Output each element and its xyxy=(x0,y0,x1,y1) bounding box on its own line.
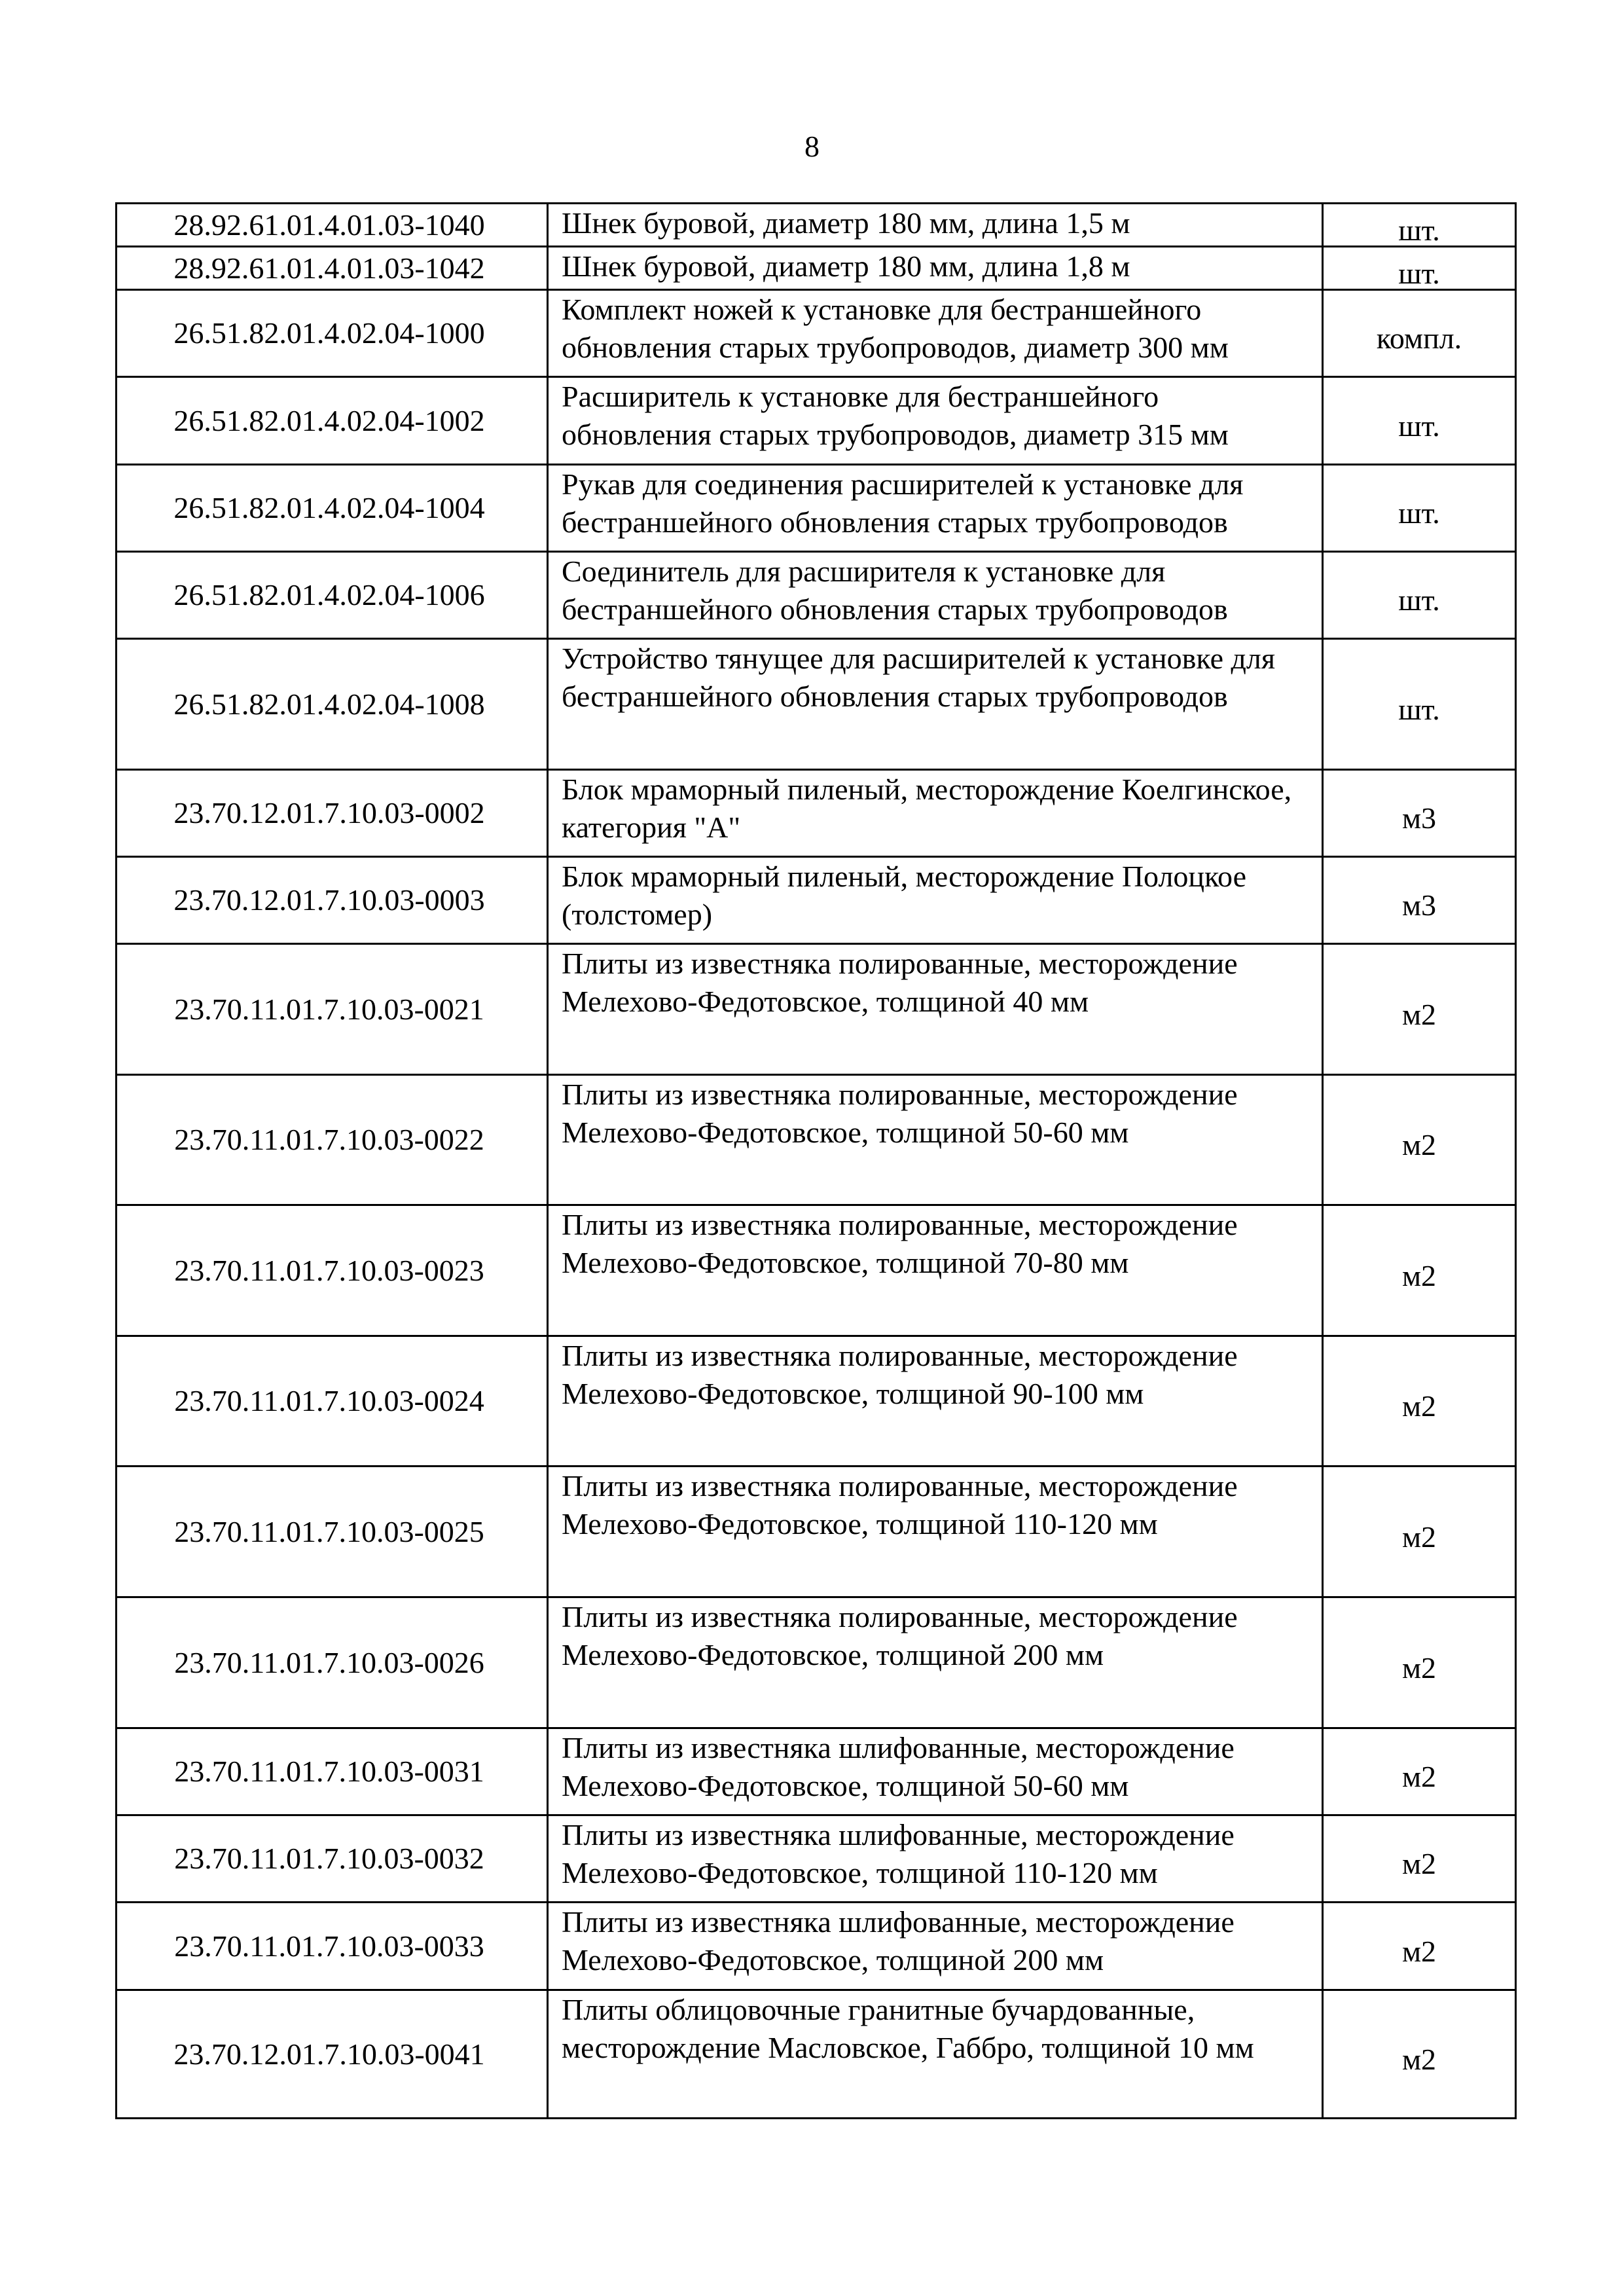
row-unit: м2 xyxy=(1323,1990,1516,2119)
row-unit: шт. xyxy=(1323,204,1516,247)
table-row xyxy=(117,377,1516,465)
row-code: 23.70.11.01.7.10.03-0025 xyxy=(117,1467,548,1597)
row-unit: м2 xyxy=(1323,1597,1516,1728)
row-code: 28.92.61.01.4.01.03-1040 xyxy=(117,204,548,247)
row-code: 26.51.82.01.4.02.04-1002 xyxy=(117,377,548,465)
row-name: Рукав для соединения расширителей к установке для бестраншейного обновления старых трубопроводов xyxy=(548,465,1323,552)
table-row xyxy=(117,290,1516,377)
row-name: Шнек буровой, диаметр 180 мм, длина 1,8 м xyxy=(548,247,1323,290)
row-unit: м2 xyxy=(1323,1903,1516,1990)
row-name: Плиты из известняка шлифованные, месторождение Мелехово-Федотовское, толщиной 110-120 мм xyxy=(548,1815,1323,1903)
row-name: Шнек буровой, диаметр 180 мм, длина 1,5 м xyxy=(548,204,1323,247)
row-name: Блок мраморный пиленый, месторождение Полоцкое (толстомер) xyxy=(548,857,1323,944)
row-code: 23.70.11.01.7.10.03-0026 xyxy=(117,1597,548,1728)
row-unit: м3 xyxy=(1323,857,1516,944)
row-code: 23.70.12.01.7.10.03-0002 xyxy=(117,770,548,857)
row-unit: м2 xyxy=(1323,1728,1516,1815)
row-name: Устройство тянущее для расширителей к установке для бестраншейного обновления старых трубопроводов xyxy=(548,639,1323,770)
row-unit: м2 xyxy=(1323,1075,1516,1205)
row-code: 23.70.11.01.7.10.03-0022 xyxy=(117,1075,548,1205)
row-code: 23.70.11.01.7.10.03-0033 xyxy=(117,1903,548,1990)
table-row xyxy=(117,552,1516,639)
table-row xyxy=(117,1336,1516,1467)
table-row xyxy=(117,639,1516,770)
row-unit: шт. xyxy=(1323,552,1516,639)
row-name: Плиты из известняка полированные, месторождение Мелехово-Федотовское, толщиной 90-100 мм xyxy=(548,1336,1323,1467)
row-code: 23.70.11.01.7.10.03-0023 xyxy=(117,1205,548,1336)
row-unit: шт. xyxy=(1323,465,1516,552)
row-code: 26.51.82.01.4.02.04-1008 xyxy=(117,639,548,770)
row-unit: м2 xyxy=(1323,1815,1516,1903)
table-row xyxy=(117,1815,1516,1903)
table-row xyxy=(117,1728,1516,1815)
table-row xyxy=(117,1075,1516,1205)
row-name: Плиты из известняка полированные, месторождение Мелехово-Федотовское, толщиной 110-120 мм xyxy=(548,1467,1323,1597)
row-name: Блок мраморный пиленый, месторождение Коелгинское, категория "А" xyxy=(548,770,1323,857)
row-code: 23.70.11.01.7.10.03-0024 xyxy=(117,1336,548,1467)
row-code: 28.92.61.01.4.01.03-1042 xyxy=(117,247,548,290)
row-code: 23.70.11.01.7.10.03-0021 xyxy=(117,944,548,1075)
row-unit: м2 xyxy=(1323,944,1516,1075)
row-code: 23.70.12.01.7.10.03-0041 xyxy=(117,1990,548,2119)
row-name: Плиты из известняка полированные, месторождение Мелехово-Федотовское, толщиной 50-60 мм xyxy=(548,1075,1323,1205)
table-row xyxy=(117,770,1516,857)
row-name: Плиты из известняка полированные, месторождение Мелехово-Федотовское, толщиной 70-80 мм xyxy=(548,1205,1323,1336)
row-name: Комплект ножей к установке для бестраншейного обновления старых трубопроводов, диаметр 300 мм xyxy=(548,290,1323,377)
row-unit: м2 xyxy=(1323,1467,1516,1597)
row-unit: шт. xyxy=(1323,247,1516,290)
row-code: 26.51.82.01.4.02.04-1006 xyxy=(117,552,548,639)
page-number: 8 xyxy=(804,130,820,163)
row-unit: шт. xyxy=(1323,377,1516,465)
table-row xyxy=(117,1205,1516,1336)
row-code: 23.70.12.01.7.10.03-0003 xyxy=(117,857,548,944)
row-name: Плиты из известняка полированные, месторождение Мелехово-Федотовское, толщиной 200 мм xyxy=(548,1597,1323,1728)
row-unit: компл. xyxy=(1323,290,1516,377)
row-code: 26.51.82.01.4.02.04-1000 xyxy=(117,290,548,377)
row-unit: шт. xyxy=(1323,639,1516,770)
table-row xyxy=(117,247,1516,290)
resource-table xyxy=(115,202,1517,2119)
row-name: Соединитель для расширителя к установке для бестраншейного обновления старых трубопроводов xyxy=(548,552,1323,639)
row-name: Плиты из известняка шлифованные, месторождение Мелехово-Федотовское, толщиной 50-60 мм xyxy=(548,1728,1323,1815)
row-name: Плиты из известняка полированные, месторождение Мелехово-Федотовское, толщиной 40 мм xyxy=(548,944,1323,1075)
row-code: 23.70.11.01.7.10.03-0031 xyxy=(117,1728,548,1815)
table-row xyxy=(117,1467,1516,1597)
table-row xyxy=(117,1597,1516,1728)
table-row xyxy=(117,1903,1516,1990)
row-unit: м2 xyxy=(1323,1205,1516,1336)
table-row xyxy=(117,1990,1516,2119)
row-name: Плиты из известняка шлифованные, месторождение Мелехово-Федотовское, толщиной 200 мм xyxy=(548,1903,1323,1990)
row-name: Плиты облицовочные гранитные бучардованные, месторождение Масловское, Габбро, толщиной 10 мм xyxy=(548,1990,1323,2119)
table-row xyxy=(117,204,1516,247)
row-code: 26.51.82.01.4.02.04-1004 xyxy=(117,465,548,552)
table-row xyxy=(117,944,1516,1075)
row-name: Расширитель к установке для бестраншейного обновления старых трубопроводов, диаметр 315 мм xyxy=(548,377,1323,465)
table-row xyxy=(117,465,1516,552)
table-row xyxy=(117,857,1516,944)
row-unit: м3 xyxy=(1323,770,1516,857)
row-unit: м2 xyxy=(1323,1336,1516,1467)
row-code: 23.70.11.01.7.10.03-0032 xyxy=(117,1815,548,1903)
